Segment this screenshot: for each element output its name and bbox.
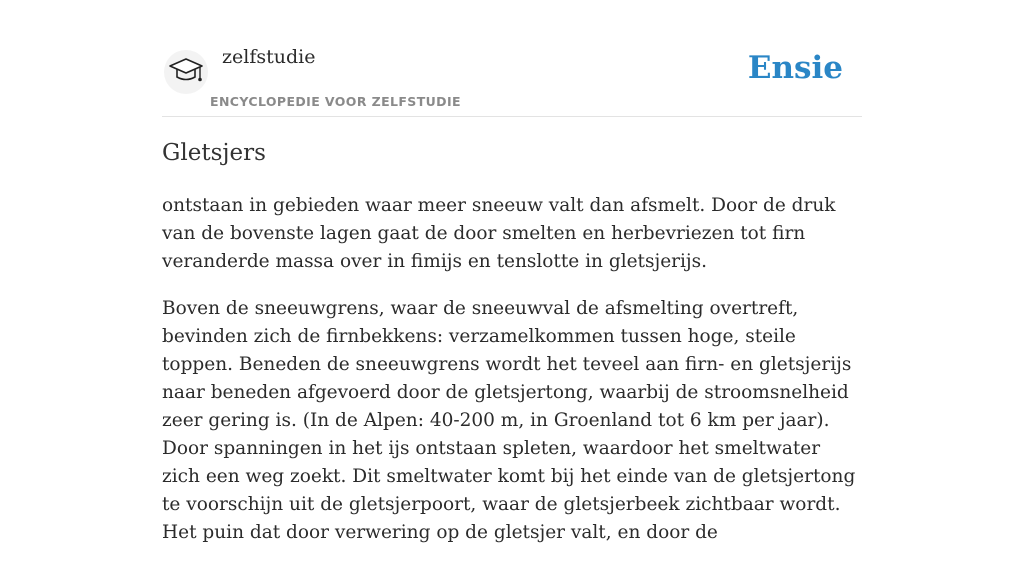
article-body <box>162 192 862 566</box>
site-tagline: ENCYCLOPEDIE VOOR ZELFSTUDIE <box>210 94 461 109</box>
site-logo[interactable] <box>164 50 208 94</box>
article-paragraph: ontstaan in gebieden waar meer sneeuw valt dan afsmelt. Door de druk van de bovenste lagen gaat de door smelten en herbevriezen tot firn veranderde massa over in fimijs en tenslotte in gletsjerijs. <box>162 195 836 272</box>
article-title: Gletsjers <box>162 140 266 166</box>
site-header <box>162 0 862 117</box>
ensie-brand-logo[interactable]: Ensie <box>747 50 843 86</box>
article-paragraph: Boven de sneeuwgrens, waar de sneeuwval de afsmelting overtreft, bevinden zich de firnbekkens: verzamelkommen tussen hoge, steile toppen. Beneden de sneeuwgrens wordt het teveel aan firn- en gletsjerijs naar beneden afgevoerd door de gletsjertong, waarbij de stroomsnelheid zeer gering is. (In de Alpen: 40-200 m, in Groenland tot 6 km per jaar). Door spanningen in het ijs ontstaan spleten, waardoor het smeltwater zich een weg zoekt. Dit smeltwater komt bij het einde van de gletsjertong te voorschijn uit de gletsjerpoort, waar de gletsjerbeek zichtbaar wordt. Het puin dat door verwering op de gletsjer valt, en door de <box>162 298 856 543</box>
graduation-cap-icon <box>168 56 204 88</box>
page-container <box>162 0 862 543</box>
site-name[interactable]: zelfstudie <box>222 46 316 68</box>
